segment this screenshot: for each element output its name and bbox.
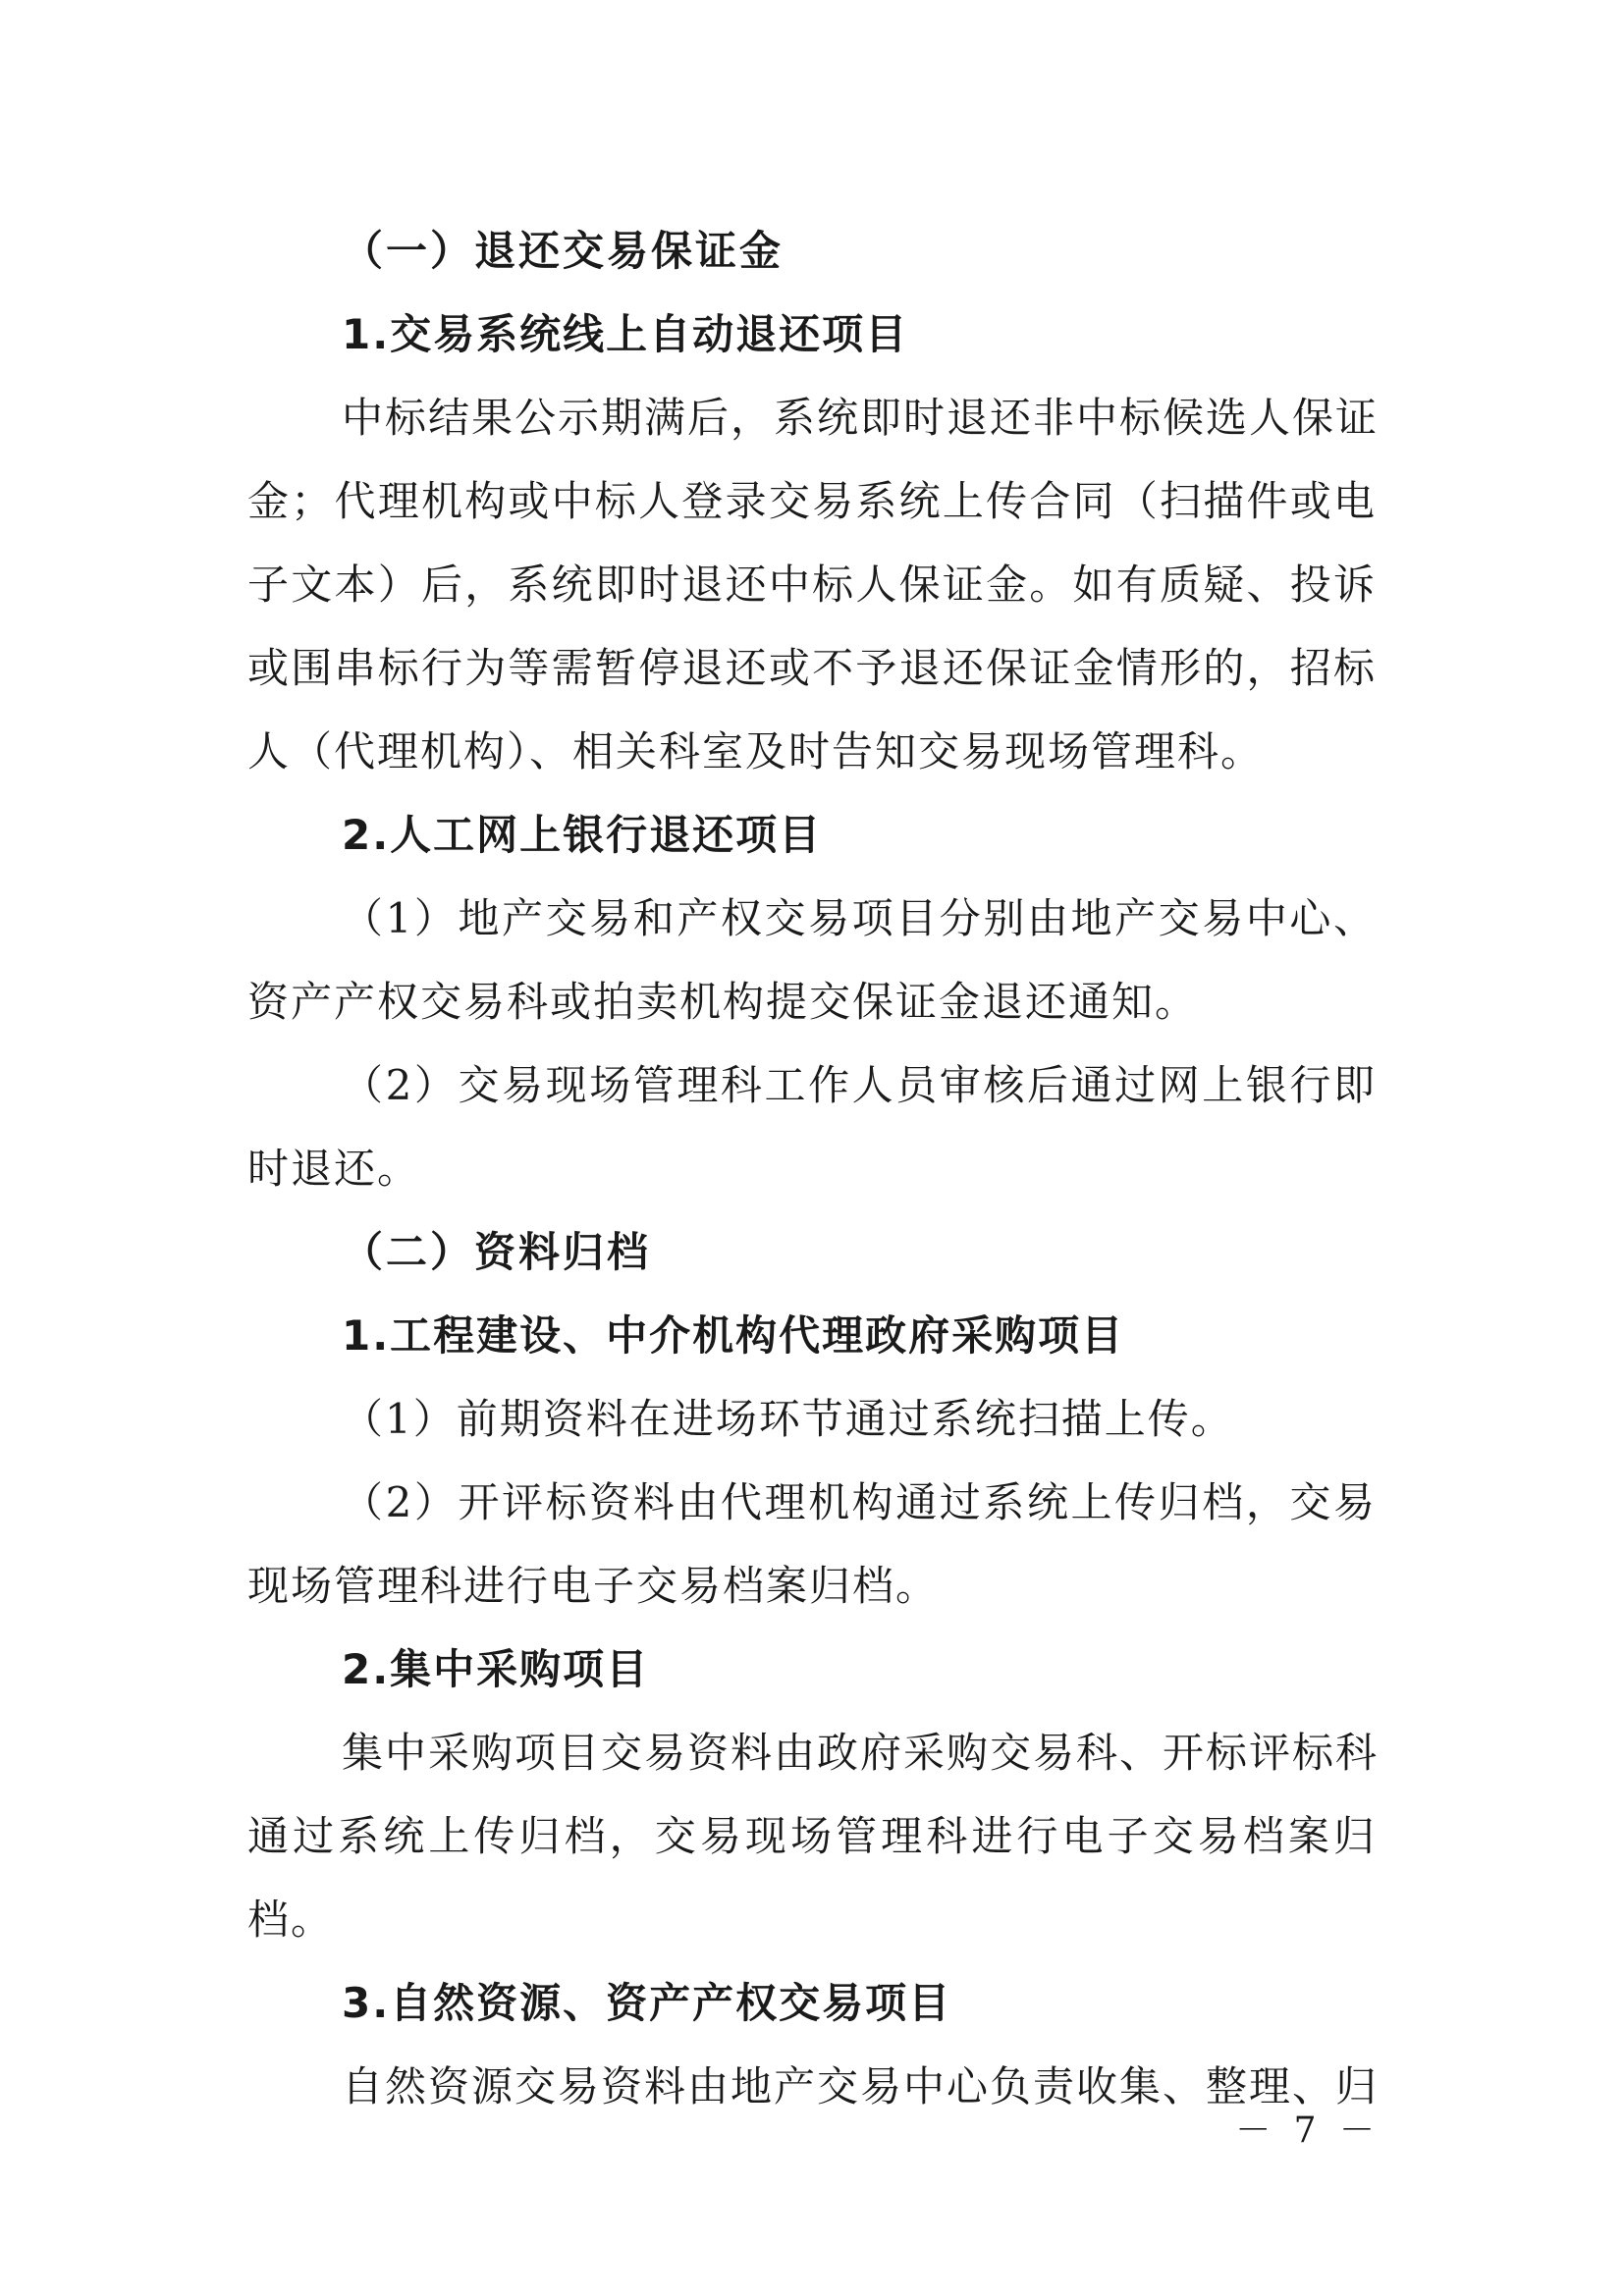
paragraph-line: 或围串标行为等需暂停退还或不予退还保证金情形的，招标 bbox=[247, 644, 1377, 692]
paragraph-line: 资产产权交易科或拍卖机构提交保证金退还通知。 bbox=[247, 978, 1199, 1026]
page-number: － 7 － bbox=[1235, 2110, 1380, 2151]
section-heading: （二）资料归档 bbox=[342, 1228, 652, 1276]
subsection-heading: 2.人工网上银行退还项目 bbox=[342, 811, 823, 859]
paragraph-line: 自然资源交易资料由地产交易中心负责收集、整理、归 bbox=[342, 2062, 1380, 2110]
subsection-heading: 3.自然资源、资产产权交易项目 bbox=[342, 1979, 952, 2027]
paragraph-line: 通过系统上传归档，交易现场管理科进行电子交易档案归 bbox=[247, 1812, 1377, 1860]
paragraph-line: （1）地产交易和产权交易项目分别由地产交易中心、 bbox=[342, 894, 1377, 942]
subsection-heading: 2.集中采购项目 bbox=[342, 1645, 650, 1693]
document-body bbox=[247, 209, 1380, 2128]
paragraph-line: 档。 bbox=[247, 1896, 335, 1944]
paragraph-line: 子文本）后，系统即时退还中标人保证金。如有质疑、投诉 bbox=[247, 561, 1377, 609]
paragraph-line: （2）开评标资料由代理机构通过系统上传归档，交易 bbox=[342, 1478, 1377, 1526]
section-heading: （一）退还交易保证金 bbox=[342, 227, 785, 275]
subsection-heading: 1.工程建设、中介机构代理政府采购项目 bbox=[342, 1311, 1125, 1360]
paragraph-line: 时退还。 bbox=[247, 1145, 421, 1193]
paragraph-line: 集中采购项目交易资料由政府采购交易科、开标评标科 bbox=[342, 1729, 1380, 1777]
paragraph-line: 中标结果公示期满后，系统即时退还非中标候选人保证 bbox=[342, 394, 1380, 442]
paragraph-line: 金；代理机构或中标人登录交易系统上传合同（扫描件或电 bbox=[247, 477, 1377, 525]
paragraph-line: 现场管理科进行电子交易档案归档。 bbox=[247, 1562, 940, 1610]
subsection-heading: 1.交易系统线上自动退还项目 bbox=[342, 310, 909, 358]
paragraph-line: （2）交易现场管理科工作人员审核后通过网上银行即 bbox=[342, 1061, 1377, 1109]
paragraph-line: （1）前期资料在进场环节通过系统扫描上传。 bbox=[342, 1395, 1234, 1443]
paragraph-line: 人（代理机构）、相关科室及时告知交易现场管理科。 bbox=[247, 727, 1265, 775]
